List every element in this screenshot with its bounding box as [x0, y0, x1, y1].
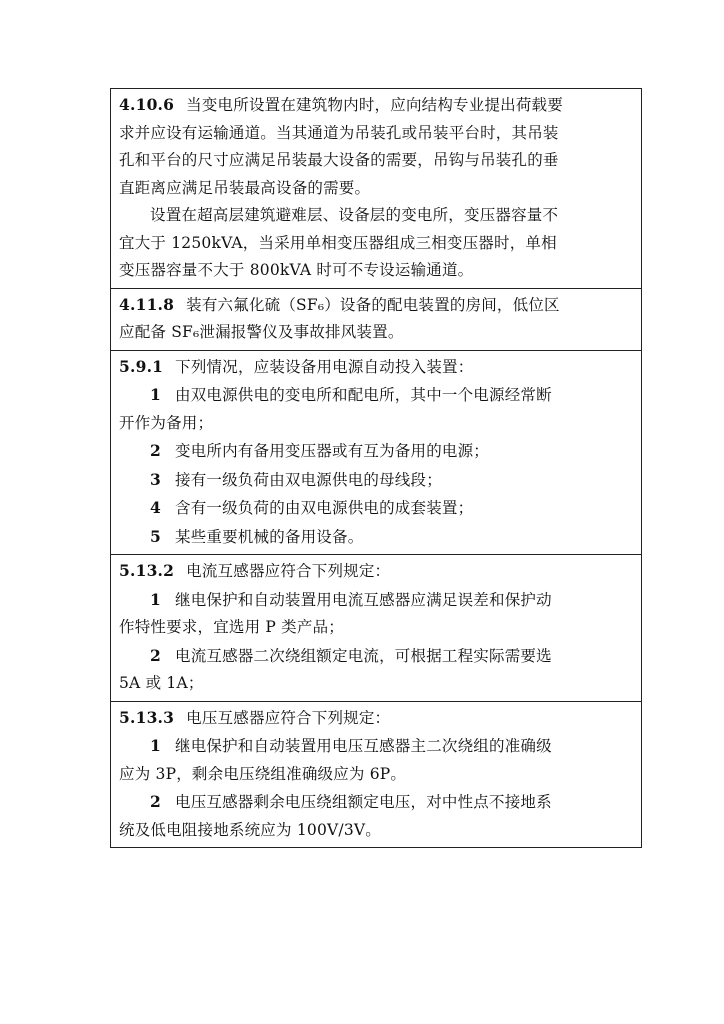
item-number: 1: [150, 736, 161, 755]
clause-line: [119, 319, 635, 347]
item-number: 4: [150, 498, 161, 517]
item-number: 3: [150, 469, 161, 489]
list-item: [119, 494, 635, 523]
clause-line: [119, 557, 635, 586]
clause-text: 电流互感器应符合下列规定：: [186, 562, 391, 580]
clause-text: 宜大于 1250kVA，当采用单相变压器组成三相变压器时，单相: [119, 233, 557, 252]
clause-line: [119, 147, 635, 175]
clause-table: [110, 88, 642, 848]
clause-line: [119, 704, 635, 733]
clause-text: 继电保护和自动装置用电压互感器主二次绕组的准确级: [175, 737, 552, 755]
clause-text: 应为 3P，剩余电压绕组准确级应为 6P。: [119, 764, 407, 783]
clause-line: [119, 91, 635, 120]
clause-text: 变电所内有备用变压器或有互为备用的电源；: [175, 442, 490, 460]
clause-line: [119, 670, 635, 698]
clause-4-11-8: [111, 289, 641, 351]
clause-text: 由双电源供电的变电所和配电所，其中一个电源经常断: [175, 386, 552, 404]
clause-text: 变压器容量不大于 800kVA 时可不专设运输通道。: [119, 261, 474, 279]
clause-text: 5A 或 1A；: [119, 674, 204, 692]
clause-text: 电流互感器二次绕组额定电流，可根据工程实际需要选: [175, 646, 552, 665]
clause-text: 下列情况，应装设备用电源自动投入装置：: [175, 357, 474, 376]
clause-4-10-6: [111, 89, 641, 289]
item-number: 5: [150, 526, 161, 546]
list-item: [119, 523, 635, 552]
item-number: 2: [150, 792, 161, 811]
clause-line: [119, 175, 635, 203]
clause-text: 继电保护和自动装置用电流互感器应满足误差和保护动: [175, 590, 552, 609]
clause-number: 5.13.3: [119, 707, 175, 727]
list-item: [119, 437, 635, 466]
clause-text: 装有六氟化硫（SF₆）设备的配电装置的房间，低位区: [186, 295, 560, 314]
clause-line: [119, 817, 635, 845]
list-item: [119, 642, 635, 671]
clause-number: 4.11.8: [119, 294, 175, 314]
clause-text: 统及低电阻接地系统应为 100V/3V。: [119, 820, 381, 839]
clause-line: [119, 291, 635, 320]
clause-text: 开作为备用；: [119, 413, 214, 432]
clause-text: 某些重要机械的备用设备。: [175, 527, 364, 546]
clause-number: 4.10.6: [119, 95, 175, 114]
clause-5-13-2: [111, 555, 641, 702]
clause-line: [119, 257, 635, 285]
clause-text: 含有一级负荷的由双电源供电的成套装置；: [175, 499, 474, 517]
item-number: 1: [150, 385, 161, 404]
clause-number: 5.13.2: [119, 561, 175, 580]
clause-text: 应配备 SF₆泄漏报警仪及事故排风装置。: [119, 323, 404, 341]
clause-line: [119, 761, 635, 789]
clause-5-13-3: [111, 702, 641, 848]
clause-text: 当变电所设置在建筑物内时，应向结构专业提出荷载要: [186, 96, 563, 114]
clause-text: 孔和平台的尺寸应满足吊装最大设备的需要，吊钩与吊装孔的垂: [119, 151, 559, 169]
list-item: [119, 732, 635, 761]
item-number: 1: [150, 589, 161, 609]
clause-text: 作特性要求，宜选用 P 类产品；: [119, 618, 344, 636]
list-item: [119, 466, 635, 495]
clause-text: 接有一级负荷由双电源供电的母线段；: [175, 470, 442, 489]
clause-text: 直距离应满足吊装最高设备的需要。: [119, 178, 371, 197]
list-item: [119, 788, 635, 817]
clause-text: 设置在超高层建筑避难层、设备层的变电所，变压器容量不: [150, 206, 559, 224]
clause-text: 电压互感器剩余电压绕组额定电压，对中性点不接地系: [175, 793, 552, 811]
item-number: 2: [150, 441, 161, 460]
clause-number: 5.9.1: [119, 356, 164, 376]
clause-5-9-1: [111, 351, 641, 556]
clause-line: [119, 614, 635, 642]
clause-line: [119, 202, 635, 230]
clause-line: [119, 410, 635, 438]
clause-line: [119, 353, 635, 382]
clause-text: 求并应设有运输通道。当其通道为吊装孔或吊装平台时，其吊装: [119, 123, 559, 142]
list-item: [119, 586, 635, 615]
clause-line: [119, 120, 635, 148]
clause-line: [119, 230, 635, 258]
list-item: [119, 381, 635, 410]
item-number: 2: [150, 645, 161, 665]
clause-text: 电压互感器应符合下列规定：: [186, 708, 391, 727]
